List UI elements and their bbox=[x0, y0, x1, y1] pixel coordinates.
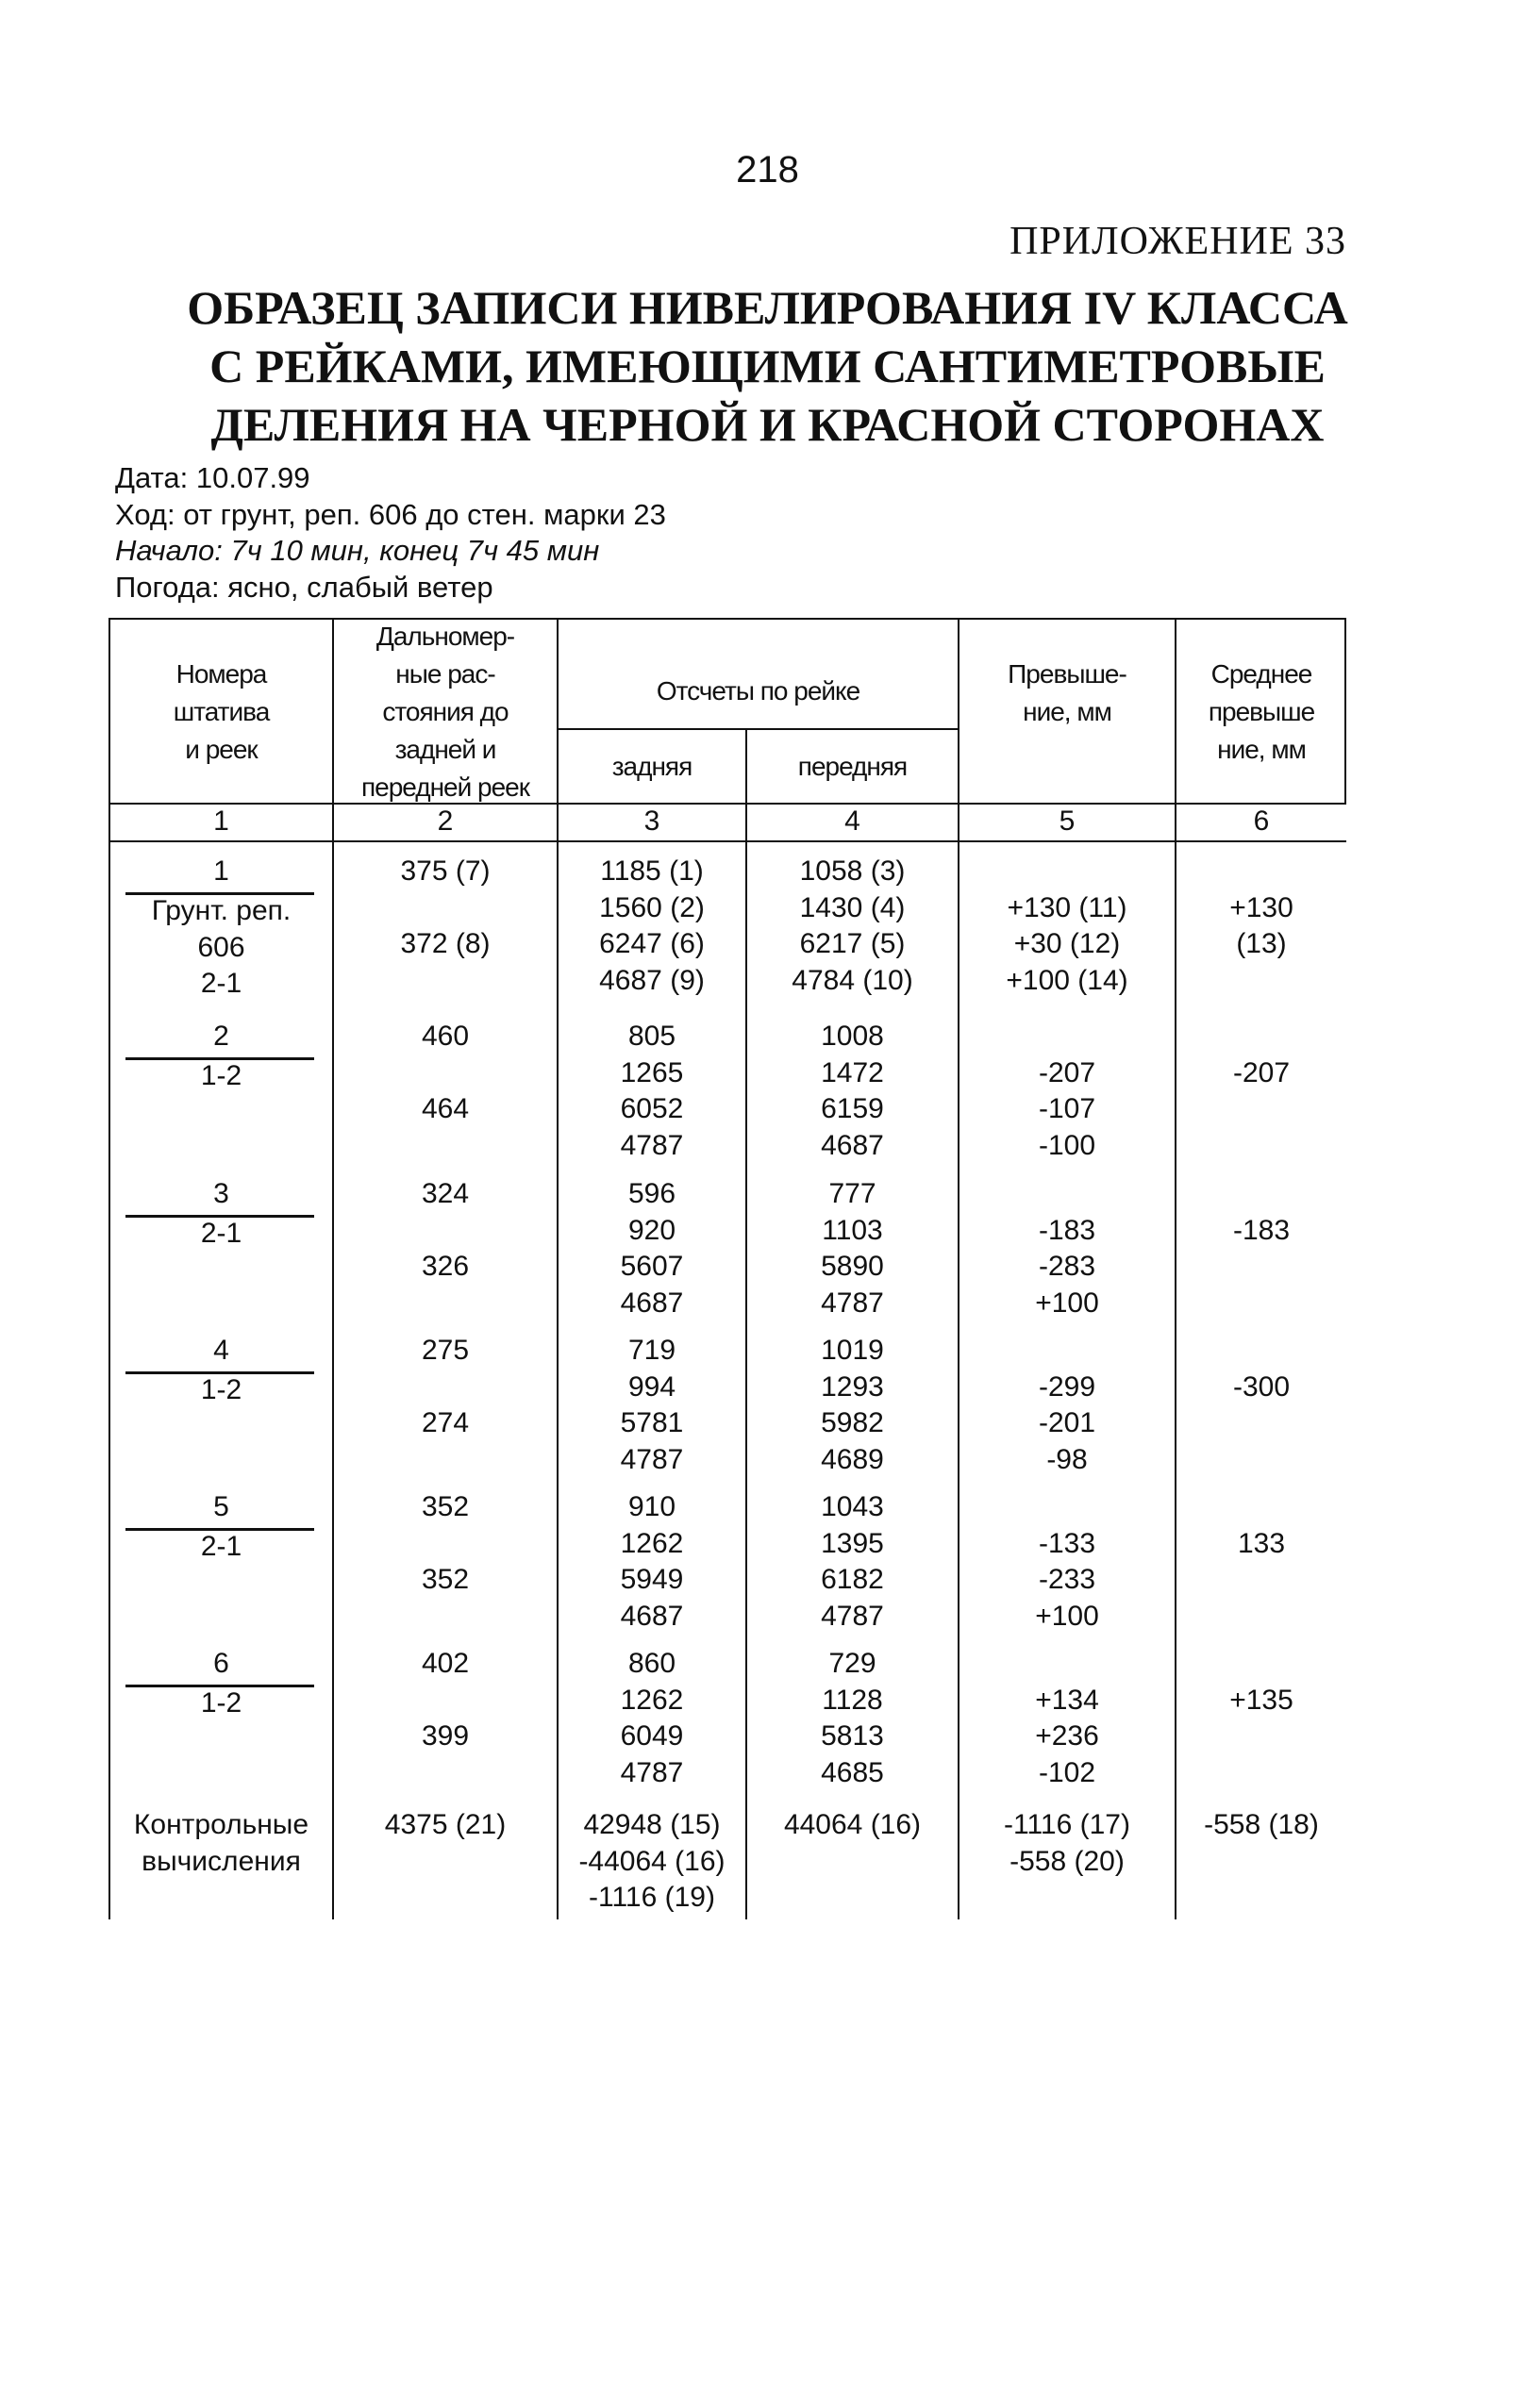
cell-value: -102 bbox=[1038, 1756, 1096, 1788]
station-dist bbox=[334, 1489, 557, 1635]
cell-value: +100 (14) bbox=[1006, 964, 1128, 996]
station-rods: 1-2 bbox=[200, 1374, 242, 1405]
cell-value bbox=[959, 1019, 1175, 1055]
station-number: 1 bbox=[213, 855, 229, 887]
cell-value: -183 bbox=[1232, 1214, 1291, 1246]
cell-value: 729 bbox=[828, 1648, 876, 1679]
station-diff bbox=[959, 1646, 1175, 1791]
cell-value: 6217 (5) bbox=[799, 928, 906, 959]
cell-value bbox=[334, 1683, 557, 1719]
station-dist bbox=[334, 1176, 557, 1321]
header-stations: Номера штатива и реек bbox=[173, 659, 270, 764]
column-number: 3 bbox=[643, 805, 660, 837]
cell-value: -98 bbox=[1046, 1443, 1088, 1475]
title-line: ОБРАЗЕЦ ЗАПИСИ НИВЕЛИРОВАНИЯ IV КЛАССА bbox=[187, 281, 1348, 334]
station-number: 6 bbox=[213, 1648, 229, 1679]
cell-value: 1008 bbox=[821, 1021, 884, 1052]
cell-value: -133 bbox=[1038, 1527, 1096, 1559]
cell-value: +30 (12) bbox=[1013, 928, 1121, 959]
cell-value: 464 bbox=[421, 1093, 470, 1124]
cell-value bbox=[1176, 1128, 1346, 1165]
cell-value: +135 bbox=[1229, 1684, 1293, 1716]
cell-value: 352 bbox=[421, 1491, 470, 1522]
cell-value bbox=[334, 1599, 557, 1636]
cell-value bbox=[334, 1128, 557, 1165]
station-rods: 2-1 bbox=[200, 1531, 242, 1562]
cell-value: 5982 bbox=[821, 1407, 884, 1438]
cell-value: 910 bbox=[627, 1491, 676, 1522]
station-number: 2 bbox=[213, 1021, 229, 1052]
cell-value: 4787 bbox=[620, 1129, 684, 1161]
station-number: 4 bbox=[213, 1335, 229, 1366]
cell-value: 4787 bbox=[821, 1287, 884, 1319]
cell-value bbox=[959, 854, 1175, 890]
cell-value: 719 bbox=[627, 1335, 676, 1366]
cell-value: +134 bbox=[1035, 1684, 1099, 1716]
cell-value: 777 bbox=[828, 1178, 876, 1209]
cell-value: 1293 bbox=[821, 1370, 884, 1403]
cell-value: 1043 bbox=[821, 1491, 884, 1522]
cell-value bbox=[1176, 1249, 1346, 1286]
cell-value: -207 bbox=[1038, 1056, 1096, 1088]
station-mean bbox=[1176, 1489, 1346, 1635]
station-fore bbox=[747, 1646, 958, 1791]
cell-value bbox=[1176, 1176, 1346, 1213]
cell-value bbox=[1176, 1442, 1346, 1479]
station-dist bbox=[334, 1646, 557, 1791]
cell-value bbox=[1176, 1333, 1346, 1370]
column-number: 4 bbox=[844, 805, 860, 837]
station-diff bbox=[959, 1489, 1175, 1635]
cell-value bbox=[1176, 1286, 1346, 1322]
station-back bbox=[559, 1646, 745, 1791]
cell-value: 1058 (3) bbox=[799, 855, 906, 887]
header-distances: Дальномер- ные рас- стояния до задней и передней реек bbox=[360, 622, 530, 802]
control-label: Контрольные вычисления bbox=[133, 1809, 309, 1877]
cell-value: 994 bbox=[627, 1370, 676, 1403]
cell-value: 399 bbox=[421, 1720, 470, 1752]
cell-value bbox=[1176, 1019, 1346, 1055]
header-readings: Отсчеты по рейке bbox=[656, 676, 860, 706]
cell-value: +236 bbox=[1035, 1720, 1099, 1752]
cell-value: 5813 bbox=[821, 1720, 884, 1752]
cell-value: -201 bbox=[1038, 1407, 1096, 1438]
cell-value bbox=[959, 1489, 1175, 1526]
control-distance: 4375 (21) bbox=[384, 1809, 507, 1840]
cell-value bbox=[334, 1370, 557, 1406]
cell-value: 1395 bbox=[821, 1527, 884, 1559]
cell-value bbox=[1176, 1646, 1346, 1683]
record-meta bbox=[115, 460, 666, 606]
cell-value: -107 bbox=[1038, 1093, 1096, 1124]
control-fore: 44064 (16) bbox=[783, 1809, 922, 1840]
cell-value: -183 bbox=[1038, 1214, 1096, 1246]
station-fore bbox=[747, 1176, 958, 1321]
cell-value: +130 bbox=[1229, 891, 1293, 923]
cell-value: 352 bbox=[421, 1564, 470, 1595]
cell-value: 4687 bbox=[821, 1129, 884, 1161]
column-number: 1 bbox=[213, 805, 229, 837]
station-dist bbox=[334, 1333, 557, 1478]
station-rods: 1-2 bbox=[200, 1687, 242, 1719]
station-fore bbox=[747, 1333, 958, 1478]
cell-value: -207 bbox=[1232, 1056, 1291, 1088]
header-back: задняя bbox=[611, 752, 692, 781]
cell-value: 4787 bbox=[620, 1756, 684, 1788]
cell-value: 6049 bbox=[620, 1720, 684, 1752]
station-diff bbox=[959, 854, 1175, 999]
header-fore: передняя bbox=[797, 752, 908, 781]
cell-value: 6052 bbox=[620, 1093, 684, 1124]
cell-value: 4787 bbox=[821, 1600, 884, 1632]
station-rods: Грунт. реп. 606 2-1 bbox=[151, 895, 292, 999]
cell-value bbox=[959, 1646, 1175, 1683]
cell-value bbox=[1176, 1755, 1346, 1792]
cell-value: 4784 (10) bbox=[792, 964, 913, 996]
date-line: Дата: 10.07.99 bbox=[115, 461, 310, 494]
weather-line: Погода: ясно, слабый ветер bbox=[115, 570, 493, 604]
station-diff bbox=[959, 1019, 1175, 1164]
cell-value: 4687 bbox=[620, 1600, 684, 1632]
cell-value bbox=[1176, 1719, 1346, 1755]
cell-value: 6182 bbox=[821, 1564, 884, 1595]
control-mean: -558 (18) bbox=[1204, 1809, 1319, 1840]
cell-value: 1430 (4) bbox=[799, 891, 906, 923]
title-line: ДЕЛЕНИЯ НА ЧЕРНОЙ И КРАСНОЙ СТОРОНАХ bbox=[210, 398, 1325, 451]
cell-value: 5607 bbox=[620, 1251, 684, 1282]
appendix-label: ПРИЛОЖЕНИЕ 33 bbox=[1009, 220, 1346, 263]
cell-value bbox=[1176, 1489, 1346, 1526]
cell-value bbox=[334, 1526, 557, 1563]
cell-value: 1262 bbox=[620, 1527, 684, 1559]
station-mean bbox=[1176, 1176, 1346, 1321]
station-dist bbox=[334, 854, 557, 999]
cell-value bbox=[334, 890, 557, 927]
cell-value bbox=[334, 1442, 557, 1479]
cell-value bbox=[1176, 1599, 1346, 1636]
station-fore bbox=[747, 1019, 958, 1164]
cell-value: 133 bbox=[1237, 1527, 1286, 1559]
header-difference: Превыше- ние, мм bbox=[1008, 659, 1126, 726]
cell-value: 1262 bbox=[620, 1684, 684, 1716]
cell-value: +100 bbox=[1035, 1287, 1099, 1319]
title-line: С РЕЙКАМИ, ИМЕЮЩИМИ САНТИМЕТРОВЫЕ bbox=[209, 340, 1326, 392]
cell-value: 1103 bbox=[822, 1214, 883, 1246]
cell-value: (13) bbox=[1236, 928, 1287, 959]
cell-value: 6159 bbox=[821, 1093, 884, 1124]
cell-value: 460 bbox=[421, 1021, 470, 1052]
cell-value: 275 bbox=[421, 1335, 470, 1366]
station-back bbox=[559, 1176, 745, 1321]
cell-value: 375 (7) bbox=[400, 855, 491, 887]
cell-value bbox=[334, 963, 557, 1000]
cell-value bbox=[1176, 1091, 1346, 1128]
control-difference: -1116 (17) -558 (20) bbox=[1004, 1809, 1130, 1877]
station-dist bbox=[334, 1019, 557, 1164]
cell-value: 805 bbox=[627, 1021, 676, 1052]
cell-value: 4687 bbox=[620, 1287, 684, 1319]
cell-value: 1128 bbox=[822, 1684, 883, 1716]
cell-value: 1185 (1) bbox=[600, 855, 704, 887]
station-back bbox=[559, 1489, 745, 1635]
cell-value bbox=[1176, 963, 1346, 1000]
cell-value: -299 bbox=[1038, 1370, 1096, 1403]
cell-value: 5949 bbox=[620, 1564, 684, 1595]
cell-value bbox=[334, 1055, 557, 1092]
cell-value: +130 (11) bbox=[1007, 891, 1127, 923]
cell-value: 1019 bbox=[821, 1335, 884, 1366]
cell-value: 372 (8) bbox=[400, 928, 491, 959]
station-back bbox=[559, 1019, 745, 1164]
cell-value: 1472 bbox=[821, 1056, 884, 1088]
station-back bbox=[559, 1333, 745, 1478]
cell-value bbox=[1176, 1405, 1346, 1442]
cell-value: 4687 (9) bbox=[599, 964, 705, 996]
station-rods: 2-1 bbox=[200, 1218, 242, 1249]
cell-value: -233 bbox=[1038, 1564, 1096, 1595]
cell-value: 4689 bbox=[821, 1443, 884, 1475]
cell-value: +100 bbox=[1035, 1600, 1099, 1632]
station-mean bbox=[1176, 1019, 1346, 1164]
cell-value: 596 bbox=[627, 1178, 676, 1209]
station-fore bbox=[747, 854, 958, 999]
cell-value: 4685 bbox=[821, 1756, 884, 1788]
station-back bbox=[559, 854, 745, 999]
cell-value: -283 bbox=[1038, 1251, 1096, 1282]
cell-value: 5781 bbox=[620, 1407, 684, 1438]
cell-value: 920 bbox=[627, 1214, 676, 1246]
cell-value: 4787 bbox=[620, 1443, 684, 1475]
cell-value bbox=[334, 1755, 557, 1792]
cell-value: 326 bbox=[421, 1251, 470, 1282]
cell-value: 6247 (6) bbox=[599, 928, 705, 959]
station-mean bbox=[1176, 1333, 1346, 1478]
cell-value bbox=[959, 1176, 1175, 1213]
cell-value bbox=[959, 1333, 1175, 1370]
document-title bbox=[94, 278, 1441, 454]
cell-value: 1560 (2) bbox=[599, 891, 705, 923]
column-number: 5 bbox=[1059, 805, 1076, 837]
station-number: 3 bbox=[213, 1178, 229, 1209]
cell-value: 274 bbox=[421, 1407, 470, 1438]
leveling-table bbox=[108, 618, 1346, 1919]
station-number: 5 bbox=[213, 1491, 229, 1522]
station-mean bbox=[1176, 854, 1346, 999]
station-diff bbox=[959, 1333, 1175, 1478]
cell-value bbox=[1176, 854, 1346, 890]
page-number: 218 bbox=[736, 149, 799, 191]
cell-value bbox=[1176, 1562, 1346, 1599]
column-number: 6 bbox=[1253, 805, 1270, 837]
cell-value bbox=[334, 1213, 557, 1250]
column-number: 2 bbox=[437, 805, 454, 837]
cell-value bbox=[334, 1286, 557, 1322]
station-mean bbox=[1176, 1646, 1346, 1791]
control-back: 42948 (15) -44064 (16) -1116 (19) bbox=[578, 1809, 726, 1913]
cell-value: -100 bbox=[1038, 1129, 1096, 1161]
cell-value: 402 bbox=[421, 1648, 470, 1679]
cell-value: 5890 bbox=[821, 1251, 884, 1282]
time-line: Начало: 7ч 10 мин, конец 7ч 45 мин bbox=[115, 534, 600, 567]
station-fore bbox=[747, 1489, 958, 1635]
cell-value: 324 bbox=[421, 1178, 470, 1209]
station-rods: 1-2 bbox=[200, 1060, 242, 1091]
header-mean-difference: Среднее превыше ние, мм bbox=[1208, 659, 1315, 764]
cell-value: 1265 bbox=[620, 1056, 684, 1088]
route-line: Ход: от грунт, реп. 606 до стен. марки 23 bbox=[115, 497, 666, 531]
station-diff bbox=[959, 1176, 1175, 1321]
cell-value: 860 bbox=[627, 1648, 676, 1679]
cell-value: -300 bbox=[1232, 1370, 1291, 1403]
